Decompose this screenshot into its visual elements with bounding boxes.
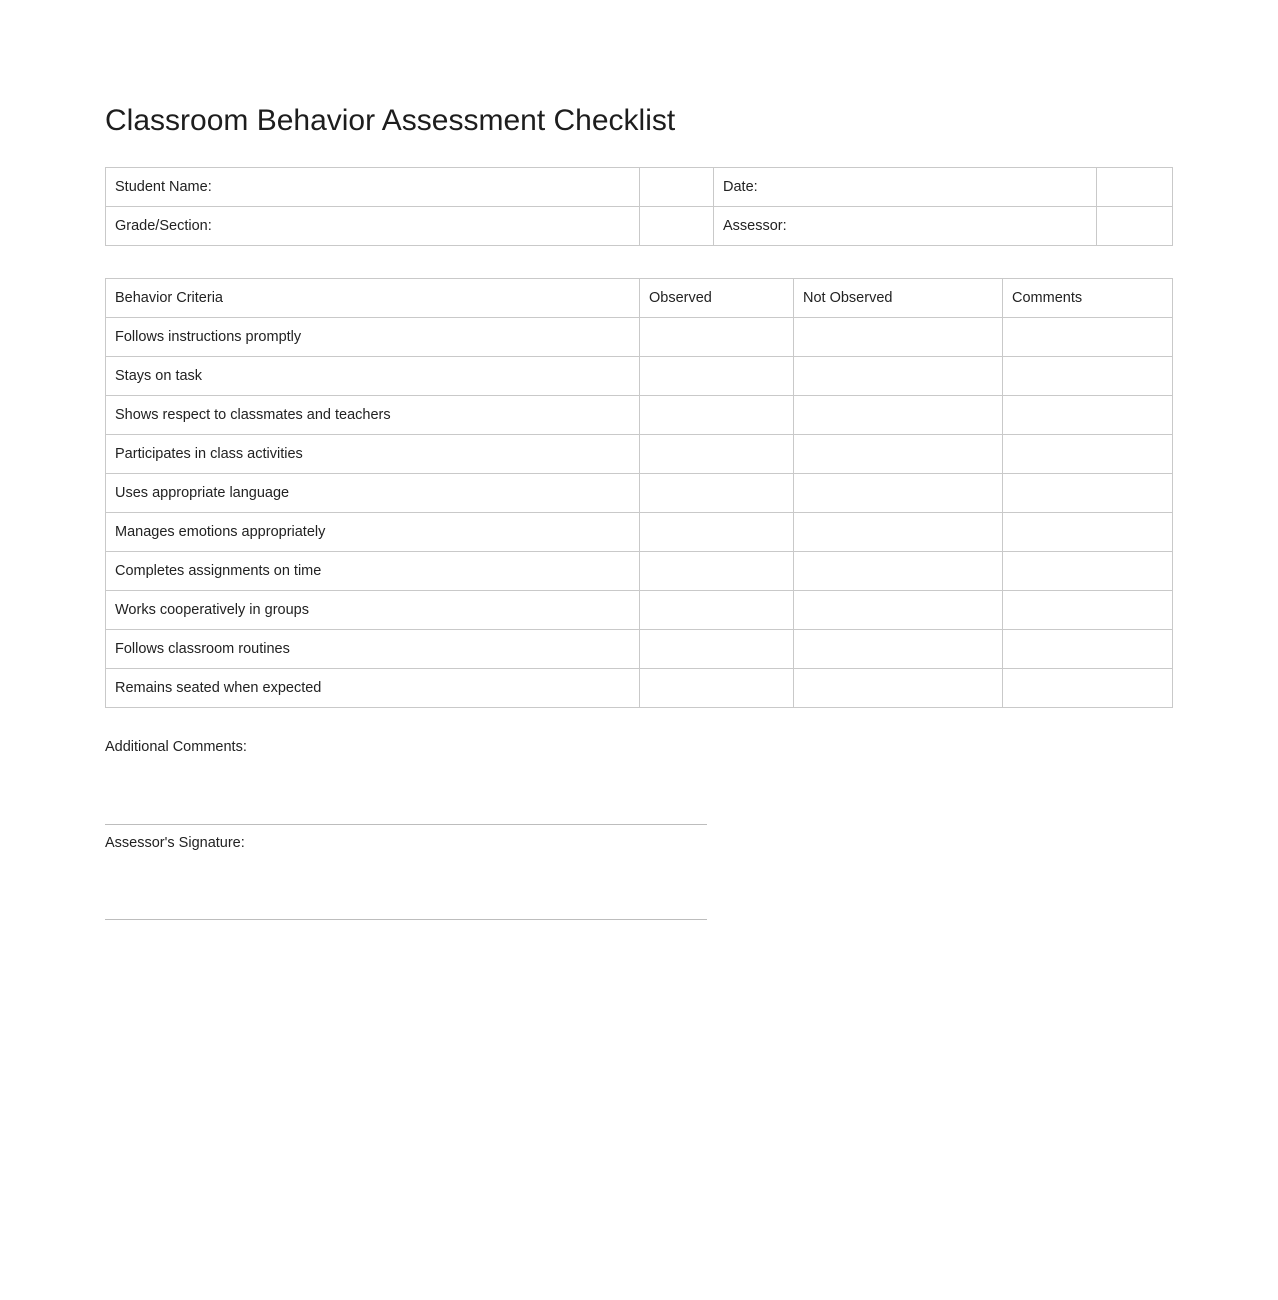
additional-comments-block	[105, 738, 707, 757]
assessor-label: Assessor:	[714, 207, 1097, 246]
not-observed-checkbox-cell[interactable]	[794, 552, 1003, 591]
comments-cell[interactable]	[1003, 630, 1173, 669]
column-header-comments: Comments	[1003, 279, 1173, 318]
observed-checkbox-cell[interactable]	[640, 513, 794, 552]
comments-cell[interactable]	[1003, 552, 1173, 591]
observed-checkbox-cell[interactable]	[640, 591, 794, 630]
grade-section-field[interactable]	[640, 207, 714, 246]
assessor-signature-write-line[interactable]	[105, 919, 707, 920]
comments-cell[interactable]	[1003, 318, 1173, 357]
student-info-table	[105, 167, 1173, 246]
column-header-observed: Observed	[640, 279, 794, 318]
comments-cell[interactable]	[1003, 474, 1173, 513]
table-header-row	[106, 279, 1173, 318]
not-observed-checkbox-cell[interactable]	[794, 513, 1003, 552]
table-row	[106, 357, 1173, 396]
table-row	[106, 435, 1173, 474]
not-observed-checkbox-cell[interactable]	[794, 435, 1003, 474]
comments-cell[interactable]	[1003, 591, 1173, 630]
observed-checkbox-cell[interactable]	[640, 357, 794, 396]
additional-comments-label: Additional Comments:	[105, 739, 247, 755]
column-header-not-observed: Not Observed	[794, 279, 1003, 318]
table-row	[106, 552, 1173, 591]
not-observed-checkbox-cell[interactable]	[794, 591, 1003, 630]
not-observed-checkbox-cell[interactable]	[794, 318, 1003, 357]
criteria-label: Manages emotions appropriately	[106, 513, 640, 552]
table-row	[106, 513, 1173, 552]
column-header-behavior-criteria: Behavior Criteria	[106, 279, 640, 318]
date-label: Date:	[714, 168, 1097, 207]
assessor-signature-block	[105, 834, 707, 853]
comments-cell[interactable]	[1003, 396, 1173, 435]
not-observed-checkbox-cell[interactable]	[794, 396, 1003, 435]
not-observed-checkbox-cell[interactable]	[794, 357, 1003, 396]
criteria-label: Participates in class activities	[106, 435, 640, 474]
comments-cell[interactable]	[1003, 357, 1173, 396]
page-title: Classroom Behavior Assessment Checklist	[105, 104, 676, 137]
comments-cell[interactable]	[1003, 669, 1173, 708]
assessor-field[interactable]	[1097, 207, 1173, 246]
assessor-signature-label: Assessor's Signature:	[105, 835, 245, 851]
criteria-label: Remains seated when expected	[106, 669, 640, 708]
grade-section-label: Grade/Section:	[106, 207, 640, 246]
additional-comments-write-line[interactable]	[105, 824, 707, 825]
criteria-label: Follows classroom routines	[106, 630, 640, 669]
table-row	[106, 474, 1173, 513]
observed-checkbox-cell[interactable]	[640, 396, 794, 435]
criteria-label: Shows respect to classmates and teachers	[106, 396, 640, 435]
observed-checkbox-cell[interactable]	[640, 630, 794, 669]
table-row	[106, 207, 1173, 246]
table-row	[106, 669, 1173, 708]
table-row	[106, 591, 1173, 630]
table-row	[106, 318, 1173, 357]
criteria-label: Uses appropriate language	[106, 474, 640, 513]
criteria-label: Completes assignments on time	[106, 552, 640, 591]
comments-cell[interactable]	[1003, 513, 1173, 552]
student-name-label: Student Name:	[106, 168, 640, 207]
criteria-label: Works cooperatively in groups	[106, 591, 640, 630]
date-field[interactable]	[1097, 168, 1173, 207]
not-observed-checkbox-cell[interactable]	[794, 669, 1003, 708]
comments-cell[interactable]	[1003, 435, 1173, 474]
observed-checkbox-cell[interactable]	[640, 435, 794, 474]
table-row	[106, 396, 1173, 435]
observed-checkbox-cell[interactable]	[640, 318, 794, 357]
student-name-field[interactable]	[640, 168, 714, 207]
observed-checkbox-cell[interactable]	[640, 669, 794, 708]
criteria-label: Stays on task	[106, 357, 640, 396]
not-observed-checkbox-cell[interactable]	[794, 474, 1003, 513]
not-observed-checkbox-cell[interactable]	[794, 630, 1003, 669]
behavior-checklist-table	[105, 278, 1173, 708]
observed-checkbox-cell[interactable]	[640, 474, 794, 513]
criteria-label: Follows instructions promptly	[106, 318, 640, 357]
table-row	[106, 630, 1173, 669]
table-row	[106, 168, 1173, 207]
observed-checkbox-cell[interactable]	[640, 552, 794, 591]
